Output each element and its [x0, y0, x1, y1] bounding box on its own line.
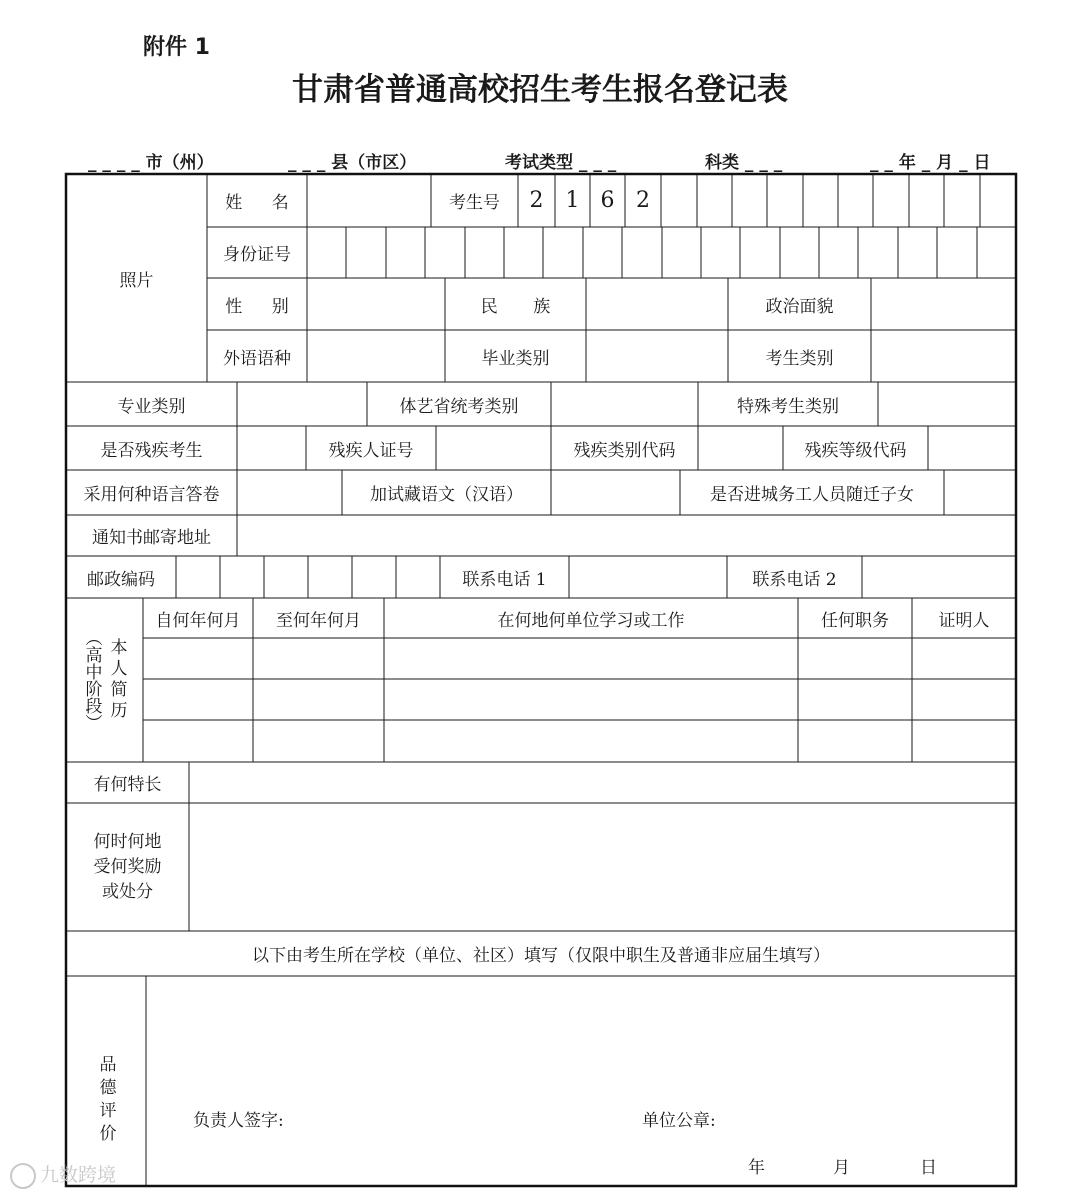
header-city: _ _ _ _ 市（州）: [88, 153, 214, 173]
awards-label-line: 或处分: [102, 881, 153, 902]
awards-field[interactable]: [189, 803, 1016, 931]
disability-code-label: 残疾类别代码: [573, 440, 676, 461]
photo-label: 照片: [119, 270, 154, 291]
form-title: 甘肃省普通高校招生考生报名登记表: [292, 72, 788, 108]
name-field[interactable]: [307, 174, 431, 227]
phone1-field[interactable]: [569, 556, 727, 598]
watermark: 九数跨境: [10, 1160, 116, 1189]
resume-row[interactable]: [143, 679, 1016, 720]
specialty-label: 有何特长: [93, 775, 162, 795]
month-label: 月: [833, 1158, 850, 1178]
foreign-lang-field[interactable]: [307, 330, 445, 382]
resume-row[interactable]: [143, 720, 1016, 762]
specialty-field[interactable]: [189, 762, 1016, 803]
resume-main-label: 本人简历: [106, 638, 127, 722]
awards-label-line: 何时何地: [93, 831, 162, 852]
major-type-label: 专业类别: [117, 396, 186, 417]
politics-field[interactable]: [871, 278, 1016, 330]
exam-no-label: 考生号: [449, 193, 500, 213]
art-type-field[interactable]: [551, 382, 698, 426]
resume-col-from: 自何年何月: [155, 610, 241, 631]
exam-no-digit: 6: [600, 188, 615, 213]
ethnicity-field[interactable]: [586, 278, 728, 330]
phone1-label: 联系电话 1: [462, 569, 547, 590]
resume-label: [66, 598, 143, 762]
art-type-label: 体艺省统考类别: [399, 396, 519, 417]
grad-type-field[interactable]: [586, 330, 728, 382]
header-exam-type: 考试类型 _ _ _: [505, 153, 617, 173]
awards-label: [66, 803, 189, 931]
exam-no-digit: 2: [529, 188, 544, 213]
disabled-field[interactable]: [237, 426, 306, 470]
disability-cert-label: 残疾人证号: [328, 440, 414, 461]
postcode-field[interactable]: [176, 556, 440, 598]
answer-lang-label: 采用何种语言答卷: [83, 485, 220, 505]
moral-field[interactable]: [146, 976, 1016, 1186]
disability-cert-field[interactable]: [436, 426, 551, 470]
address-field[interactable]: [237, 515, 1016, 556]
disability-code-field[interactable]: [698, 426, 783, 470]
watermark-logo-icon: [10, 1163, 36, 1189]
header-subject: 科类 _ _ _: [705, 153, 783, 173]
ethnicity-label: 民 族: [480, 296, 551, 317]
cand-type-field[interactable]: [871, 330, 1016, 382]
migrant-label: 是否进城务工人员随迁子女: [710, 485, 914, 505]
migrant-field[interactable]: [944, 470, 1016, 515]
resume-col-position: 任何职务: [821, 610, 889, 631]
resume-row[interactable]: [143, 638, 1016, 679]
header-date: _ _ 年 _ 月 _ 日: [870, 153, 991, 173]
resume-col-where: 在何地何单位学习或工作: [497, 610, 685, 631]
answer-lang-field[interactable]: [237, 470, 342, 515]
tibetan-field[interactable]: [551, 470, 680, 515]
seal-label: 单位公章:: [642, 1111, 716, 1131]
gender-field[interactable]: [307, 278, 445, 330]
special-type-field[interactable]: [878, 382, 1016, 426]
cand-type-label: 考生类别: [765, 348, 834, 369]
disability-level-label: 残疾等级代码: [804, 440, 907, 461]
disabled-label: 是否残疾考生: [100, 440, 203, 461]
foreign-lang-label: 外语语种: [223, 348, 291, 369]
address-label: 通知书邮寄地址: [92, 528, 211, 548]
phone2-field[interactable]: [862, 556, 1016, 598]
resume-sub-label: （高中阶段）: [81, 629, 102, 731]
sign-label: 负责人签字:: [193, 1111, 284, 1131]
year-label: 年: [748, 1158, 765, 1178]
major-type-field[interactable]: [237, 382, 367, 426]
tibetan-label: 加试藏语文（汉语）: [370, 485, 523, 505]
header-county: _ _ _ 县（市区）: [288, 153, 417, 173]
exam-no-digit: 2: [636, 188, 650, 213]
attachment-label: 附件 1: [143, 35, 210, 60]
id-no-label: 身份证号: [223, 245, 291, 265]
phone2-label: 联系电话 2: [752, 569, 837, 590]
school-note: 以下由考生所在学校（单位、社区）填写（仅限中职生及普通非应届生填写）: [252, 946, 830, 966]
day-label: 日: [920, 1158, 937, 1178]
resume-col-witness: 证明人: [938, 610, 990, 631]
id-no-field[interactable]: [307, 227, 1016, 278]
name-label: 姓 名: [225, 193, 289, 213]
special-type-label: 特殊考生类别: [737, 396, 839, 417]
postcode-label: 邮政编码: [87, 569, 155, 590]
exam-no-digit: 1: [565, 188, 580, 213]
politics-label: 政治面貌: [765, 296, 834, 317]
disability-level-field[interactable]: [928, 426, 1016, 470]
photo-area: [66, 174, 207, 382]
resume-col-to: 至何年何月: [276, 610, 361, 631]
moral-label: 品德评价: [95, 1055, 116, 1147]
grad-type-label: 毕业类别: [481, 348, 550, 369]
awards-label-line: 受何奖励: [93, 856, 162, 877]
gender-label: 性 别: [225, 296, 289, 317]
